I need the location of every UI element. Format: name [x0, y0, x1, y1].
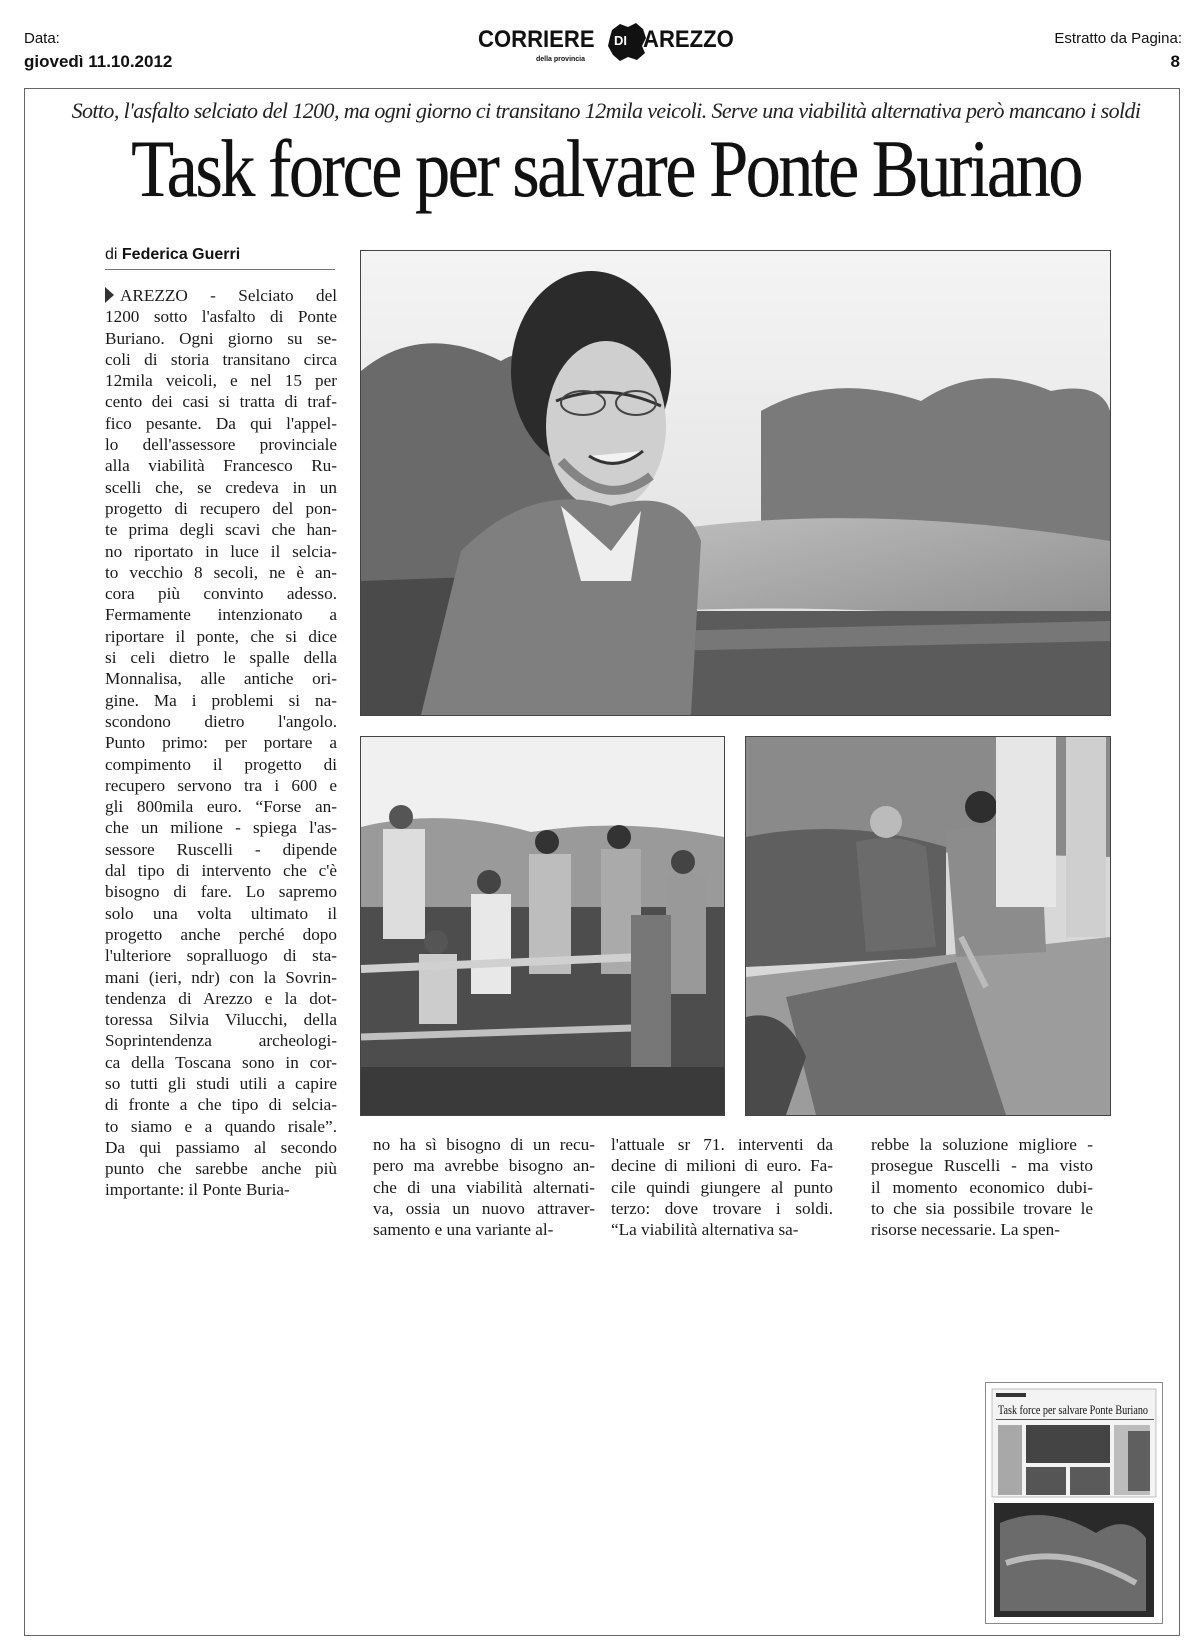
- text-line: terzo: dove trovare i soldi.: [611, 1198, 833, 1218]
- text-line: Punto primo: per portare a: [105, 733, 337, 753]
- text-line: Da qui passiamo al secondo: [105, 1137, 337, 1157]
- text-line: lo dell'assessore provinciale: [105, 435, 337, 455]
- text-line: scondono dietro l'angolo.: [105, 711, 337, 731]
- text-line: che di una viabilità alternati-: [373, 1177, 595, 1197]
- date-label: Data:: [24, 30, 60, 47]
- text-line: prosegue Ruscelli - ma visto: [871, 1156, 1093, 1176]
- text-line: solo una volta ultimato il: [105, 903, 337, 923]
- text-line: alla viabilità Francesco Ru-: [105, 456, 337, 476]
- text-line: coli di storia transitano circa: [105, 349, 337, 369]
- text-line: toressa Silvia Vilucchi, della: [105, 1010, 337, 1030]
- text-line: Buriano. Ogni giorno su se-: [105, 328, 337, 348]
- text-line: riportare il ponte, che si dice: [105, 626, 337, 646]
- text-line: “La viabilità alternativa sa-: [611, 1220, 799, 1240]
- text-line: gli 800mila euro. “Forse an-: [105, 797, 337, 817]
- text-line: to che sia possibile trovare le: [871, 1198, 1093, 1218]
- logo-subtitle: della provincia: [536, 56, 586, 63]
- text-line: il momento economico dubi-: [871, 1177, 1093, 1197]
- text-column-2: [373, 1134, 595, 1240]
- article-headline: Task force per salvare Ponte Buriano: [131, 123, 1081, 214]
- text-line: no ha sì bisogno di un recu-: [373, 1135, 595, 1154]
- text-line: pero ma avrebbe bisogno an-: [373, 1156, 595, 1176]
- text-line: risorse necessarie. La spen-: [871, 1220, 1060, 1240]
- text-line: che un milione - spiega l'as-: [105, 818, 337, 838]
- text-line: mani (ieri, ndr) con la Sovrin-: [105, 967, 337, 987]
- text-line: te prima degli scavi che han-: [105, 520, 337, 540]
- thumbnail-headline: Task force per salvare Ponte Buriano: [998, 1402, 1148, 1417]
- text-column-4: [871, 1134, 1093, 1240]
- photo-pointing-at-pavement: [745, 736, 1111, 1116]
- text-line: rebbe la soluzione migliore -: [871, 1135, 1093, 1154]
- newspaper-logo: [478, 22, 738, 74]
- text-line: decine di milioni di euro. Fa-: [611, 1156, 833, 1176]
- text-line: si celi dietro le spalle della: [105, 648, 337, 668]
- byline-author: Federica Guerri: [121, 246, 241, 263]
- text-column-1: [105, 285, 337, 1201]
- article-kicker: Sotto, l'asfalto selciato del 1200, ma ogni giorno ci transitano 12mila veicoli. Serve una viabilità alternativa però mancano i soldi: [71, 98, 1141, 123]
- text-line: so tutti gli studi utili a capire: [105, 1073, 337, 1093]
- text-line: ca della Toscana sono in cor-: [105, 1052, 337, 1072]
- logo-word-di: DI: [614, 33, 627, 48]
- text-line: cento dei casi si tratta di traf-: [105, 392, 337, 412]
- logo-word-arezzo: AREZZO: [643, 26, 734, 53]
- text-line: punto che sarebbe anche più: [105, 1159, 337, 1179]
- text-line: dal tipo di intervento che c'è: [105, 861, 337, 881]
- logo-word-corriere: CORRIERE: [478, 26, 595, 53]
- text-line: to vecchio 8 secoli, ne è an-: [105, 562, 337, 582]
- text-line: bisogno di fare. Lo sapremo: [105, 882, 337, 902]
- publication-date: giovedì 11.10.2012: [24, 52, 173, 71]
- text-line: samento e una variante al-: [373, 1220, 554, 1240]
- dateline-text: AREZZO - Selciato del: [120, 286, 337, 305]
- byline: [105, 246, 335, 270]
- text-line: l'attuale sr 71. interventi da: [611, 1135, 833, 1154]
- text-line: di fronte a che tipo di selcia-: [105, 1095, 337, 1115]
- text-line: progetto anche perché dopo: [105, 924, 337, 944]
- page-extract-label: Estratto da Pagina:: [1054, 30, 1182, 47]
- text-line: va, ossia un nuovo attraver-: [373, 1198, 595, 1218]
- page-thumbnail: [985, 1382, 1163, 1624]
- photo-portrait-by-river: [360, 250, 1111, 716]
- text-line: fico pesante. Da qui l'appel-: [105, 413, 337, 433]
- text-line: [105, 285, 337, 306]
- text-line: importante: il Ponte Buria-: [105, 1180, 290, 1200]
- text-line: no riportato in luce il selcia-: [105, 541, 337, 561]
- text-line: recupero servono tra i 600 e: [105, 775, 337, 795]
- text-line: to siamo e a quando risale”.: [105, 1116, 337, 1136]
- text-line: Monnalisa, alle antiche ori-: [105, 669, 337, 689]
- text-line: Soprintendenza archeologi-: [105, 1031, 337, 1051]
- text-column-3: [611, 1134, 833, 1240]
- text-line: progetto di recupero del pon-: [105, 498, 337, 518]
- text-line: l'ulteriore sopralluogo di sta-: [105, 946, 337, 966]
- text-line: 1200 sotto l'asfalto di Ponte: [105, 307, 337, 327]
- byline-prefix: di: [105, 246, 118, 263]
- dateline-arrow-icon: [105, 287, 114, 303]
- text-line: compimento il progetto di: [105, 754, 337, 774]
- text-line: cora più convinto adesso.: [105, 584, 337, 604]
- text-line: gine. Ma i problemi si na-: [105, 690, 337, 710]
- text-line: sessore Ruscelli - dipende: [105, 839, 337, 859]
- text-line: 12mila veicoli, e nel 15 per: [105, 371, 337, 391]
- text-line: Fermamente intenzionato a: [105, 605, 337, 625]
- text-line: scelli che, se credeva in un: [105, 477, 337, 497]
- text-line: cile quindi giungere al punto: [611, 1177, 833, 1197]
- photo-group-inspection: [360, 736, 725, 1116]
- page-number: 8: [1170, 52, 1180, 71]
- tuscany-map-icon: [606, 22, 648, 62]
- text-line: tendenza di Arezzo e la dot-: [105, 988, 337, 1008]
